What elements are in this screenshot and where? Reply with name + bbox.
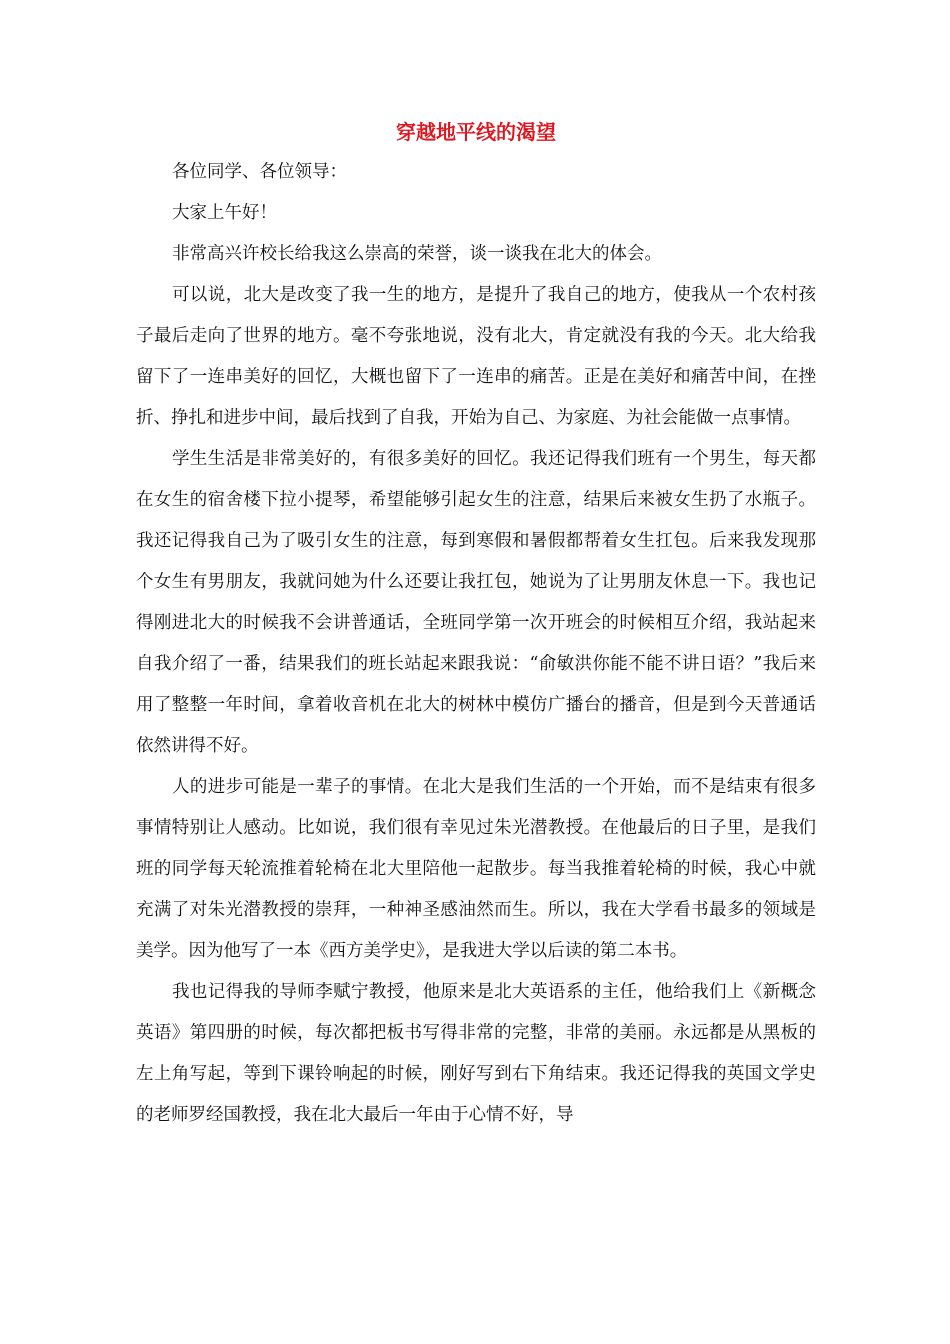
paragraph-body: 可以说，北大是改变了我一生的地方，是提升了我自己的地方，使我从一个农村孩子最后走向了世界的地方。毫不夸张地说，没有北大，肯定就没有我的今天。北大给我留下了一连串美好的回忆，大概也留下了一连串的痛苦。正是在美好和痛苦中间，在挫折、挣扎和进步中间，最后找到了自我，开始为自己、为家庭、为社会能做一点事情。 <box>136 285 816 428</box>
document-title: 穿越地平线的渴望 <box>396 120 556 144</box>
document-page <box>136 118 816 1136</box>
paragraph-body: 我也记得我的导师李赋宁教授，他原来是北大英语系的主任，他给我们上《新概念英语》第四册的时候，每次都把板书写得非常的完整，非常的美丽。永远都是从黑板的左上角写起，等到下课铃响起的时候，刚好写到右下角结束。我还记得我的英国文学史的老师罗经国教授，我在北大最后一年由于心情不好，导 <box>136 982 816 1125</box>
paragraph-body: 人的进步可能是一辈子的事情。在北大是我们生活的一个开始，而不是结束有很多事情特别让人感动。比如说，我们很有幸见过朱光潜教授。在他最后的日子里，是我们班的同学每天轮流推着轮椅在北大里陪他一起散步。每当我推着轮椅的时候，我心中就充满了对朱光潜教授的崇拜，一种神圣感油然而生。所以，我在大学看书最多的领域是美学。因为他写了一本《西方美学史》，是我进大学以后读的第二本书。 <box>136 777 816 961</box>
paragraph-greeting: 大家上午好！ <box>172 203 277 223</box>
paragraph-body: 学生生活是非常美好的，有很多美好的回忆。我还记得我们班有一个男生，每天都在女生的宿舍楼下拉小提琴，希望能够引起女生的注意，结果后来被女生扔了水瓶子。我还记得我自己为了吸引女生的注意，每到寒假和暑假都帮着女生扛包。后来我发现那个女生有男朋友，我就问她为什么还要让我扛包，她说为了让男朋友休息一下。我也记得刚进北大的时候我不会讲普通话，全班同学第一次开班会的时候相互介绍，我站起来自我介绍了一番，结果我们的班长站起来跟我说：“俞敏洪你能不能不讲日语？”我后来用了整整一年时间，拿着收音机在北大的树林中模仿广播台的播音，但是到今天普通话依然讲得不好。 <box>136 449 816 756</box>
paragraph-salutation: 各位同学、各位领导： <box>172 162 347 182</box>
paragraph-intro: 非常高兴许校长给我这么崇高的荣誉，谈一谈我在北大的体会。 <box>172 244 662 264</box>
